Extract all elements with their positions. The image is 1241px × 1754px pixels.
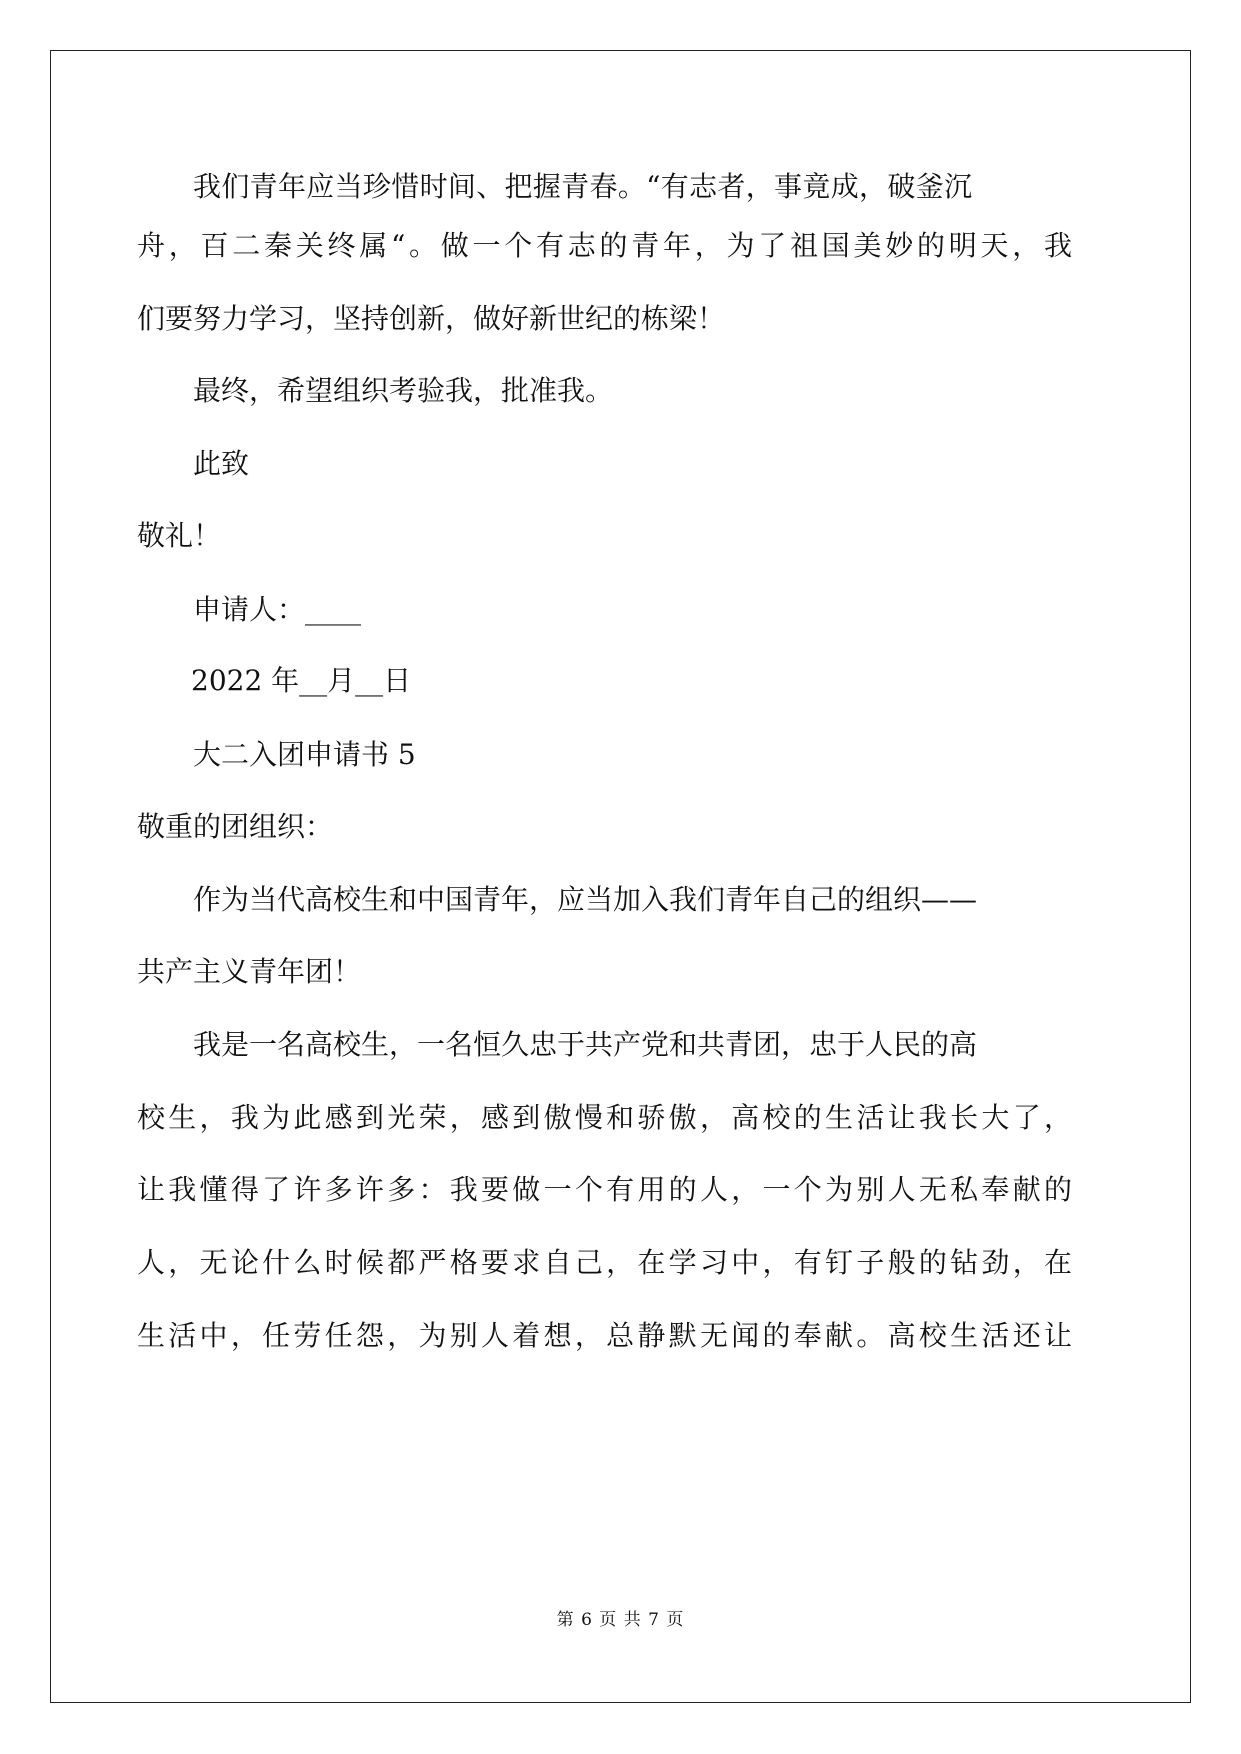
greeting-line: 敬重的团组织： xyxy=(137,810,334,843)
paragraph-line: 我是一名高校生，一名恒久忠于共产党和共青团，忠于人民的高 xyxy=(193,1028,978,1061)
paragraph-line: 人，无论什么时候都严格要求自己，在学习中，有钉子般的钻劲，在 xyxy=(137,1246,1072,1279)
paragraph-line: 舟，百二秦关终属“。做一个有志的青年，为了祖国美妙的明天，我 xyxy=(137,229,1072,262)
paragraph-line: 共产主义青年团！ xyxy=(137,955,362,988)
paragraph-line: 最终，希望组织考验我，批准我。 xyxy=(193,374,614,407)
page-number-footer: 第 6 页 共 7 页 xyxy=(556,1610,685,1630)
salutation-line: 敬礼！ xyxy=(137,519,222,552)
paragraph-line: 作为当代高校生和中国青年，应当加入我们青年自己的组织—— xyxy=(193,883,978,916)
paragraph-line: 让我懂得了许多许多：我要做一个有用的人，一个为别人无私奉献的 xyxy=(137,1173,1072,1206)
paragraph-line: 们要努力学习，坚持创新，做好新世纪的栋梁！ xyxy=(137,302,726,335)
paragraph-line: 校生，我为此感到光荣，感到傲慢和骄傲，高校的生活让我长大了， xyxy=(137,1101,1072,1134)
closing-line: 此致 xyxy=(193,447,250,480)
section-title: 大二入团申请书 5 xyxy=(193,738,416,771)
date-line: 2022 年__月__日 xyxy=(191,664,412,697)
paragraph-line: 我们青年应当珍惜时间、把握青春。“有志者，事竟成，破釜沉 xyxy=(193,170,972,203)
page-border xyxy=(50,50,1191,1703)
paragraph-line: 生活中，任劳任怨，为别人着想，总静默无闻的奉献。高校生活还让 xyxy=(137,1319,1072,1352)
applicant-line: 申请人：____ xyxy=(193,593,362,626)
